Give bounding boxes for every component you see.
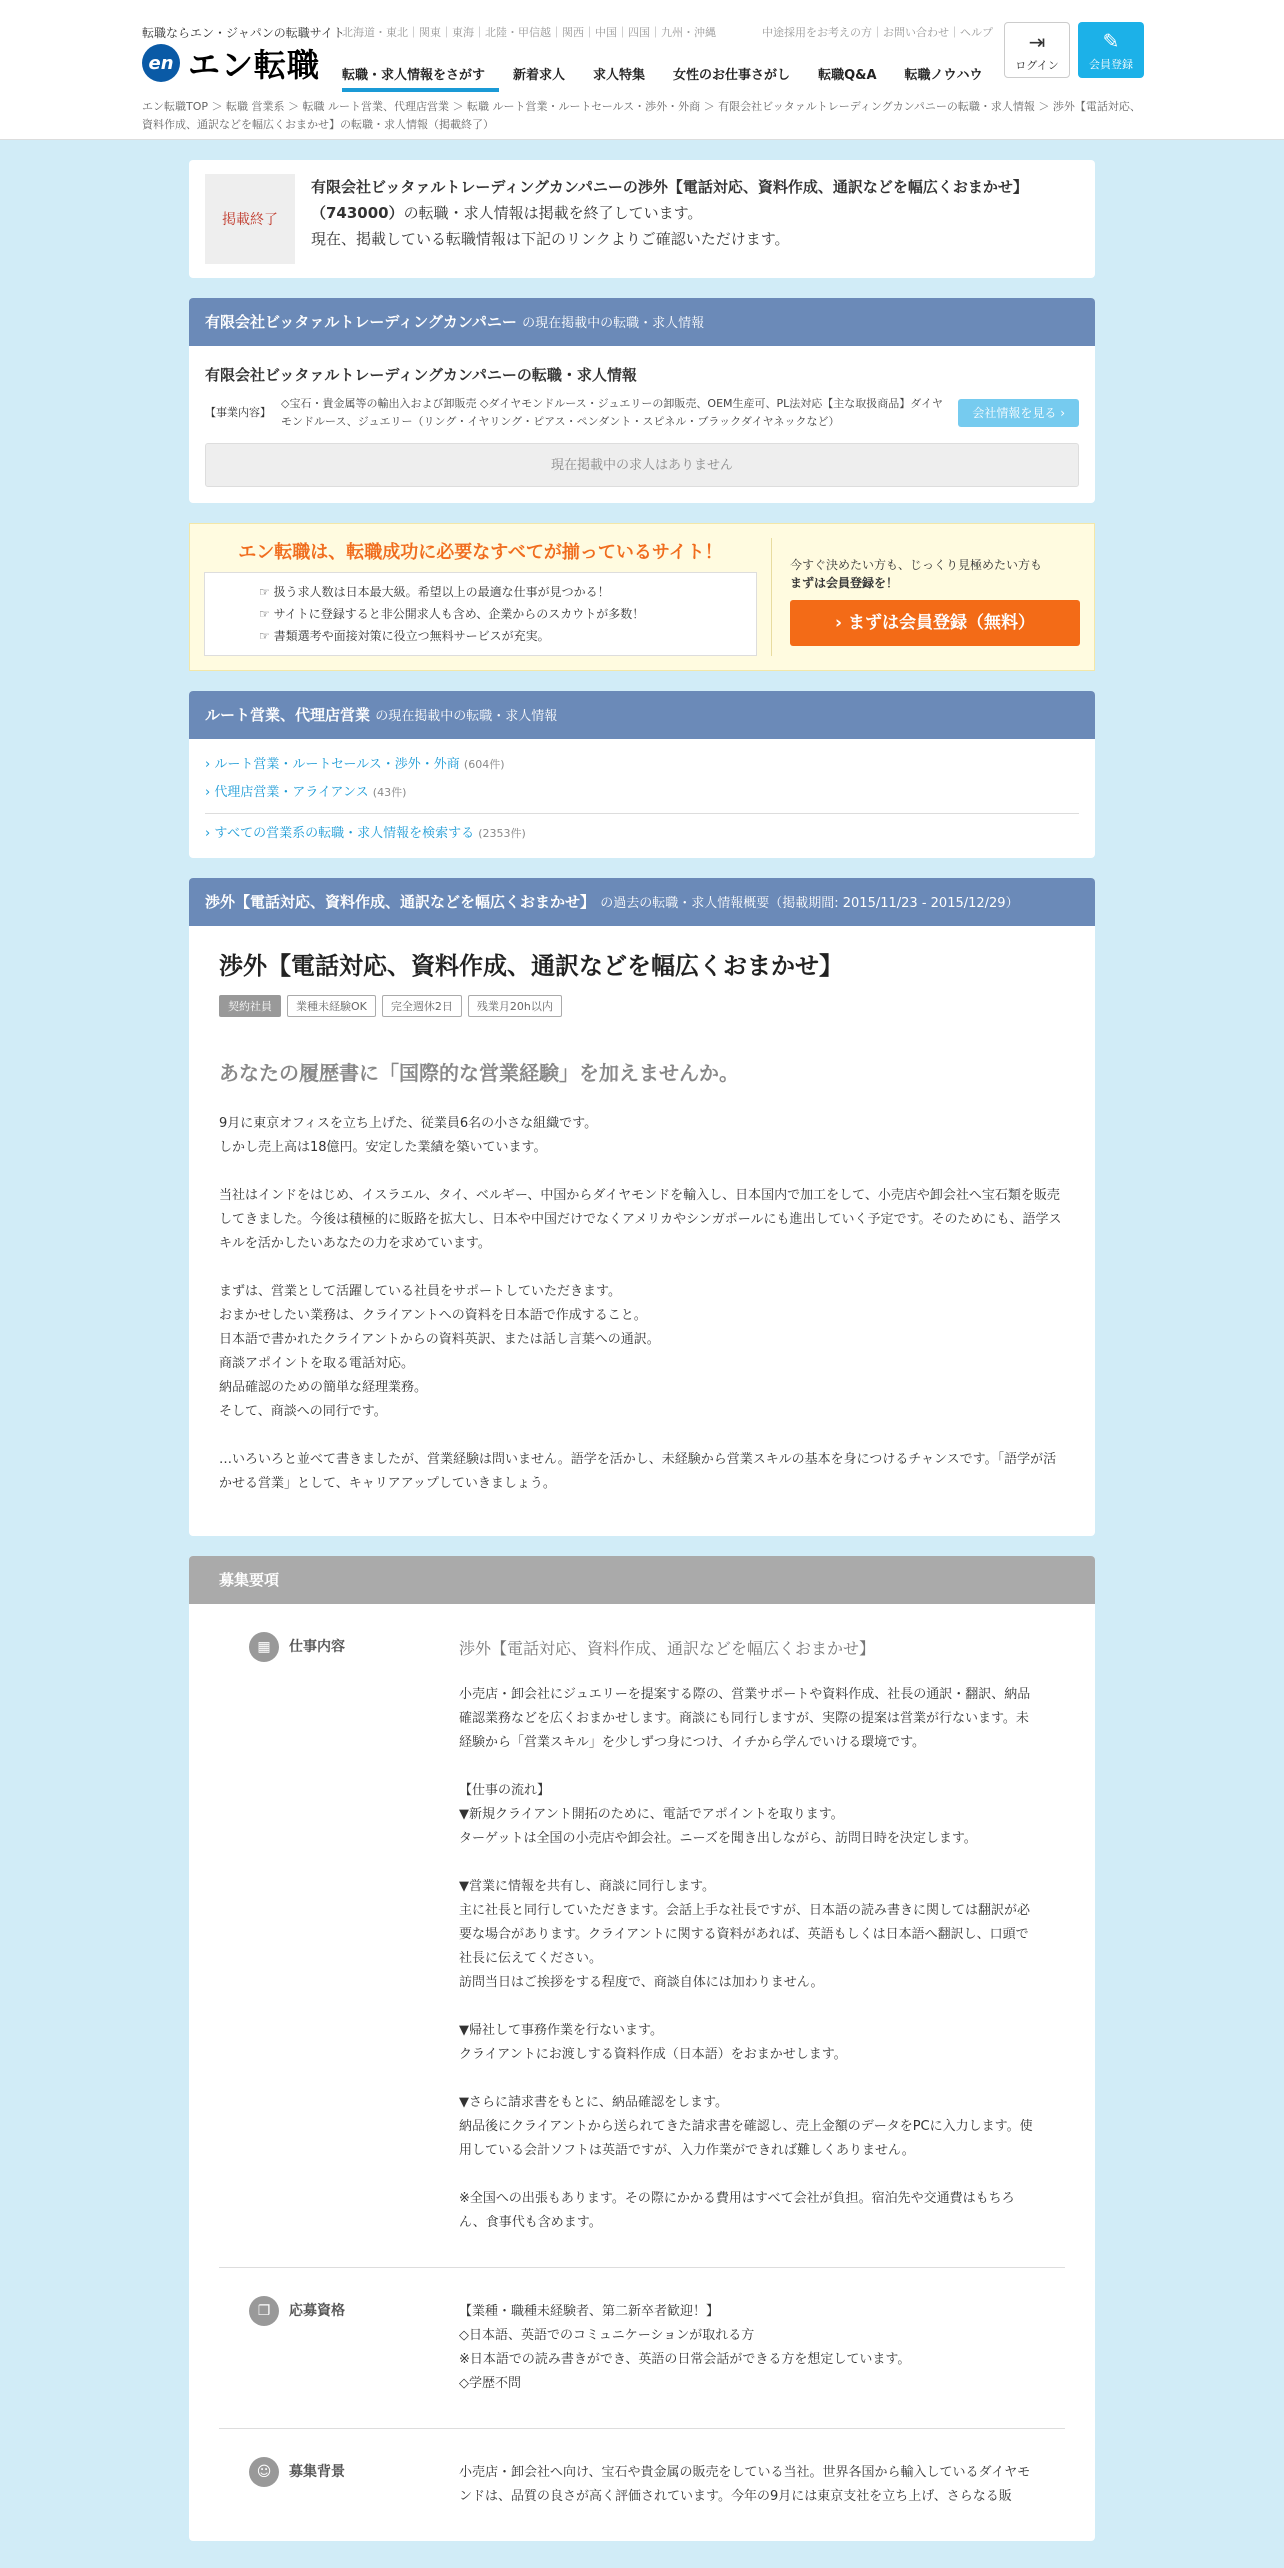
nav-search-jobs[interactable]: 転職・求人情報をさがす — [342, 60, 499, 92]
job-summary-section — [189, 878, 1095, 1536]
tag-overtime: 残業月20h以内 — [468, 995, 562, 1017]
no-jobs-message: 現在掲載中の求人はありません — [205, 443, 1079, 487]
ended-notice — [189, 160, 1095, 278]
company-section — [189, 298, 1095, 503]
link-count: (2353件) — [478, 827, 526, 840]
tag-two-days-off: 完全週休2日 — [382, 995, 462, 1017]
ended-line2: 現在、掲載している転職情報は下記のリンクよりご確認いただけます。 — [311, 230, 790, 248]
nav-qa[interactable]: 転職Q&A — [818, 68, 877, 83]
category-section — [189, 691, 1095, 858]
promo-right-line2: まずは会員登録を！ — [790, 576, 899, 590]
company-header-name: 有限会社ビッタァルトレーディングカンパニー — [205, 313, 517, 331]
promo-banner — [189, 523, 1095, 671]
promo-item: ☞ サイトに登録すると非公開求人も含め、企業からのスカウトが多数！ — [259, 603, 744, 625]
job-tags — [219, 995, 1065, 1017]
job-paragraph: まずは、営業として活躍している社員をサポートしていただきます。 おまかせしたい業務は、クライアントへの資料を日本語で作成すること。 日本語で書かれたクライアントからの資料英訳、または話し言葉への通訳。 商談アポイントを取る電話対応。 納品確認のための簡単な経理業務。 そして、商談への同行です。 — [219, 1284, 660, 1419]
req-body: 小売店・卸会社にジュエリーを提案する際の、営業サポートや資料作成、社長の通訳・翻訳、納品確認業務などを広くおまかせします。商談にも同行しますが、実際の提案は営業が行ないます。未経験から「営業スキル」を少しずつ身につけ、イチから学んでいける環境です。 【仕事の流れ】 ▼新規クライアント開拓のために、電話でアポイントを取ります。 ターゲットは全国の小売店や卸会社。ニーズを聞き出しながら、訪問日時を決定します。 ▼営業に情報を共有し、商談に同行します。 主に社長と同行していただきます。会話上手な社長ですが、日本語の読み書きに関しては翻訳が必要な場合があります。クライアントに関する資料があれば、英語もしくは日本語へ翻訳し、口頭で社長に伝えてください。 訪問当日はご挨拶をする程度で、商談自体には加わりません。 ▼帰社して事務作業を行ないます。 クライアントにお渡しする資料作成（日本語）をおまかせします。 ▼さらに請求書をもとに、納品確認をします。 納品後にクライアントから送られてきた請求書を確認し、売上金額のデータをPCに入力します。使用している会計ソフトは英語ですが、入力作業ができれば難しくありません。 ※全国への出張もあります。その際にかかる費用はすべて会社が負担。宿泊先や交通費はもちろん、食事代も含めます。 — [459, 1687, 1033, 2230]
job-catchphrase: あなたの履歴書に「国際的な営業経験」を加えませんか。 — [219, 1061, 739, 1085]
category-link-route-sales[interactable] — [205, 751, 1079, 779]
bookmark-icon: ❐ — [249, 2296, 279, 2326]
business-description: ◇宝石・貴金属等の輸出入および卸販売 ◇ダイヤモンドルース・ジュエリーの卸販売、OEM生産可、PL法対応【主な取扱商品】ダイヤモンドルース、ジュエリー（リング・イヤリング・ピアス・ペンダント・スピネル・ブラックダイヤネックなど） — [281, 397, 944, 428]
breadcrumb[interactable]: エン転職TOP ＞ 転職 営業系 ＞ 転職 ルート営業、代理店営業 ＞ 転職 ルート営業・ルートセールス・渉外・外商 ＞ 有限会社ビッタァルトレーディングカンパニーの転職・求人情報 ＞ 渉外【電話対応、資料作成、通訳などを幅広くおまかせ】の転職・求人情報（掲載終了） — [142, 100, 1141, 131]
logo-en-mark: en — [142, 44, 180, 82]
company-header — [189, 298, 1095, 346]
req-row-background — [219, 2429, 1065, 2541]
site-logo[interactable] — [142, 40, 320, 86]
company-info-button[interactable]: 会社情報を見る › — [958, 399, 1079, 427]
login-icon: ⇥ — [1028, 30, 1046, 54]
nav-new-jobs[interactable]: 新着求人 — [513, 68, 566, 83]
job-paragraph: …いろいろと並べて書きましたが、営業経験は問いません。語学を活かし、未経験から営業スキルの基本を身につけるチャンスです。「語学が活かせる営業」として、キャリアアップしていきましょう。 — [219, 1452, 1057, 1491]
ended-badge: 掲載終了 — [205, 174, 295, 264]
job-paragraph: 9月に東京オフィスを立ち上げた、従業員6名の小さな組織です。 しかし売上高は18億円。安定した業績を築いています。 — [219, 1116, 598, 1155]
ended-suffix: の転職・求人情報は掲載を終了しています。 — [403, 204, 703, 222]
req-body: 【業種・職種未経験者、第二新卒者歓迎！】 ◇日本語、英語でのコミュニケーションが取れる方 ※日本語での読み書きができ、英語の日常会話ができる方を想定しています。 ◇学歴不問 — [459, 2304, 911, 2391]
main-content — [189, 140, 1095, 2541]
req-subtitle: 渉外【電話対応、資料作成、通訳などを幅広くおまかせ】 — [459, 1639, 876, 1658]
global-nav — [342, 60, 997, 92]
register-free-button[interactable]: › まずは会員登録（無料） — [790, 600, 1080, 646]
category-header — [189, 691, 1095, 739]
login-button[interactable] — [1004, 22, 1070, 78]
job-paragraph: 当社はインドをはじめ、イスラエル、タイ、ベルギー、中国からダイヤモンドを輸入し、日本国内で加工をして、小売店や卸会社へ宝石類を販売してきました。今後は積極的に販路を拡大し、日本や中国だけでなくアメリカやシンガポールにも進出していく予定です。そのためにも、語学スキルを活かしたいあなたの力を求めています。 — [219, 1188, 1062, 1251]
category-link-all-sales[interactable] — [205, 820, 1079, 848]
people-icon: ☺ — [249, 2457, 279, 2487]
promo-right-line1: 今すぐ決めたい方も、じっくり見極めたい方も — [790, 558, 1043, 572]
req-label: 募集背景 — [289, 2464, 345, 2480]
req-row-qualifications — [219, 2268, 1065, 2429]
register-button[interactable] — [1078, 22, 1144, 78]
site-tagline: 転職ならエン・ジャパンの転職サイト — [142, 26, 345, 40]
req-label: 仕事内容 — [289, 1639, 345, 1655]
requirements-header: 募集要項 — [189, 1556, 1095, 1604]
promo-list — [204, 572, 757, 656]
job-title: 渉外【電話対応、資料作成、通訳などを幅広くおまかせ】 — [219, 952, 843, 980]
promo-item: ☞ 扱う求人数は日本最大級。希望以上の最適な仕事が見つかる！ — [259, 581, 744, 603]
job-header-suffix: の過去の転職・求人情報概要（掲載期間: 2015/11/23 - 2015/12/29） — [600, 896, 1019, 911]
promo-item: ☞ 書類選考や面接対策に役立つ無料サービスが充実。 — [259, 625, 744, 647]
job-header-name: 渉外【電話対応、資料作成、通訳などを幅広くおまかせ】 — [205, 893, 596, 911]
business-label: 【事業内容】 — [205, 406, 271, 419]
nav-women-jobs[interactable]: 女性のお仕事さがし — [673, 68, 791, 83]
ended-message — [311, 174, 1079, 252]
ended-job-title: 渉外【電話対応、資料作成、通訳などを幅広くおまかせ】（743000） — [311, 178, 1028, 222]
req-row-job-content — [219, 1604, 1065, 2268]
pencil-icon: ✎ — [1102, 29, 1120, 53]
company-header-suffix: の現在掲載中の転職・求人情報 — [522, 316, 705, 331]
link-label: › ルート営業・ルートセールス・渉外・外商 — [205, 757, 460, 772]
login-label: ログイン — [1015, 59, 1059, 72]
tag-inexperienced-ok: 業種未経験OK — [287, 995, 376, 1017]
req-body: 小売店・卸会社へ向け、宝石や貴金属の販売をしている当社。世界各国から輸入しているダイヤモンドは、品質の良さが高く評価されています。今年の9月には東京支社を立ち上げ、さらなる販 — [459, 2465, 1031, 2504]
tag-contract: 契約社員 — [219, 995, 281, 1017]
nav-features[interactable]: 求人特集 — [593, 68, 646, 83]
req-label: 応募資格 — [289, 2303, 345, 2319]
link-label: › 代理店営業・アライアンス — [205, 785, 369, 800]
region-links[interactable]: 北海道・東北｜関東｜東海｜北陸・甲信越｜関西｜中国｜四国｜九州・沖縄 — [342, 26, 716, 39]
link-count: (604件) — [463, 758, 505, 771]
divider — [205, 813, 1079, 814]
register-label: 会員登録 — [1089, 58, 1133, 71]
top-utility-links[interactable]: 中途採用をお考えの方｜お問い合わせ｜ヘルプ — [762, 26, 993, 39]
link-count: (43件) — [372, 786, 407, 799]
nav-knowhow[interactable]: 転職ノウハウ — [904, 68, 983, 83]
category-header-suffix: の現在掲載中の転職・求人情報 — [375, 709, 558, 724]
logo-text: エン転職 — [188, 46, 321, 84]
category-link-agency-sales[interactable] — [205, 779, 1079, 807]
company-name: 有限会社ビッタァルトレーディングカンパニーの転職・求人情報 — [205, 366, 637, 384]
building-icon: ▦ — [249, 1632, 279, 1662]
promo-title: エン転職は、転職成功に必要なすべてが揃っているサイト！ — [238, 542, 723, 563]
ended-company: 有限会社ビッタァルトレーディングカンパニーの — [311, 178, 638, 196]
category-header-name: ルート営業、代理店営業 — [205, 706, 371, 724]
job-header — [189, 878, 1095, 926]
requirements-section — [189, 1556, 1095, 2541]
link-label: › すべての営業系の転職・求人情報を検索する — [205, 826, 475, 841]
site-header — [0, 0, 1284, 140]
